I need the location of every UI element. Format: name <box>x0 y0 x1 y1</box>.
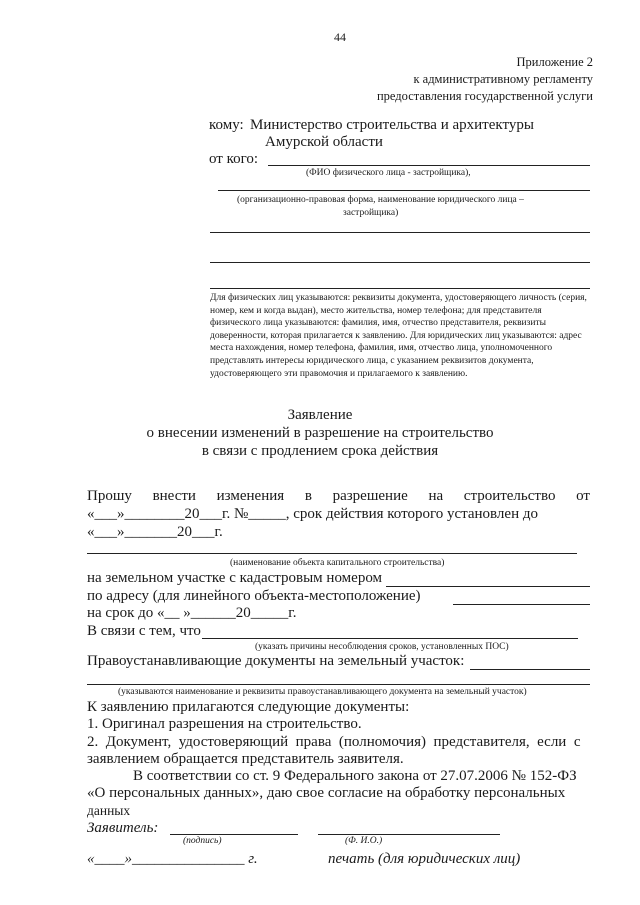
document-subtitle-2: в связи с продлением срока действия <box>201 443 439 459</box>
caption-signature: (подпись) <box>183 836 222 846</box>
request-word: строительство <box>463 488 556 504</box>
request-line <box>87 488 590 505</box>
signature-line <box>170 834 298 835</box>
cadastral-label: на земельном участке с кадастровым номером <box>87 570 383 586</box>
request-word: на <box>428 488 444 504</box>
request-word: изменения <box>216 488 285 504</box>
term-line: на срок до «__ »______20_____г. <box>87 605 297 621</box>
to-label: кому: <box>209 117 244 133</box>
page-number: 44 <box>334 30 346 44</box>
consent-line-1: В соответствии со ст. 9 Федерального закона от 27.07.2006 № 152-ФЗ <box>133 768 577 784</box>
blank-line-3 <box>210 288 590 289</box>
address-label: по адресу (для линейного объекта-местоположение) <box>87 588 421 604</box>
appendix-line-3: предоставления государственной услуги <box>376 89 593 103</box>
caption-object: (наименование объекта капитального строительства) <box>230 558 445 568</box>
attached-item-2-line-2: заявлением обращается представитель заявителя. <box>87 751 404 767</box>
attached-item-2-line-1: 2. Документ, удостоверяющий права (полномочия) представителя, если с <box>87 734 581 750</box>
stamp-note: печать (для юридических лиц) <box>328 851 521 867</box>
blank-line-1 <box>210 232 590 233</box>
object-line <box>87 553 577 554</box>
caption-name: (Ф. И.О.) <box>345 836 383 846</box>
caption-org-2: застройщика) <box>343 208 399 218</box>
caption-docs: (указываются наименование и реквизиты правоустанавливающего документа на земельный участок) <box>118 687 527 697</box>
request-word: Прошу <box>87 488 132 504</box>
from-label: от кого: <box>209 151 259 167</box>
caption-org-1: (организационно-правовая форма, наименование юридического лица – <box>237 195 524 205</box>
request-word: от <box>576 488 590 504</box>
cadastral-line <box>386 586 590 587</box>
to-line-1: Министерство строительства и архитектуры <box>250 117 534 133</box>
land-docs-label: Правоустанавливающие документы на земельный участок: <box>87 653 465 669</box>
appendix-line-2: к административному регламенту <box>413 72 593 86</box>
request-word: внести <box>152 488 196 504</box>
appendix-line-1: Приложение 2 <box>516 55 593 69</box>
request-word: в <box>304 488 312 504</box>
land-docs-line-2 <box>87 684 590 685</box>
land-docs-line <box>470 669 590 670</box>
expiry-date-line: «___»_______20___г. <box>87 524 223 540</box>
request-word: разрешение <box>332 488 408 504</box>
signature-date: «____»_______________ г. <box>87 851 258 867</box>
attached-item-1: 1. Оригинал разрешения на строительство. <box>87 716 362 732</box>
document-title: Заявление <box>287 407 353 423</box>
caption-reason: (указать причины несоблюдения сроков, установленных ПОС) <box>255 642 509 652</box>
applicant-label: Заявитель: <box>87 820 159 836</box>
reason-line <box>202 638 578 639</box>
permit-date-line: «___»________20___г. №_____, срок действия которого установлен до <box>87 506 538 522</box>
blank-line-2 <box>210 262 590 263</box>
reason-label: В связи с тем, что <box>87 623 201 639</box>
document-subtitle-1: о внесении изменений в разрешение на строительство <box>146 425 494 441</box>
consent-line-3: данных <box>87 803 131 818</box>
from-line <box>268 165 590 166</box>
consent-line-2: «О персональных данных», даю свое согласие на обработку персональных <box>87 785 566 801</box>
org-line <box>218 190 590 191</box>
attached-label: К заявлению прилагаются следующие документы: <box>87 699 410 715</box>
address-line <box>453 604 590 605</box>
caption-fio: (ФИО физического лица - застройщика), <box>306 168 471 178</box>
to-line-2: Амурской области <box>265 134 383 150</box>
applicant-details-note: Для физических лиц указываются: реквизиты документа, удостоверяющего личность (серия, номер, кем и когда выдан), место жительства, номер телефона; для представителя физического лица указываются: фамилия, имя, отчество представителя, реквизиты доверенности, которая прилагается к заявлению. Для юридических лиц указываются: адрес места нахождения, номер телефона, фамилия, имя, отчество лица, уполномоченного представлять интересы юридического лица, с указанием реквизитов документа, удостоверяющего эти правомочия и прилагаемого к заявлению. <box>210 293 587 379</box>
name-line <box>318 834 500 835</box>
